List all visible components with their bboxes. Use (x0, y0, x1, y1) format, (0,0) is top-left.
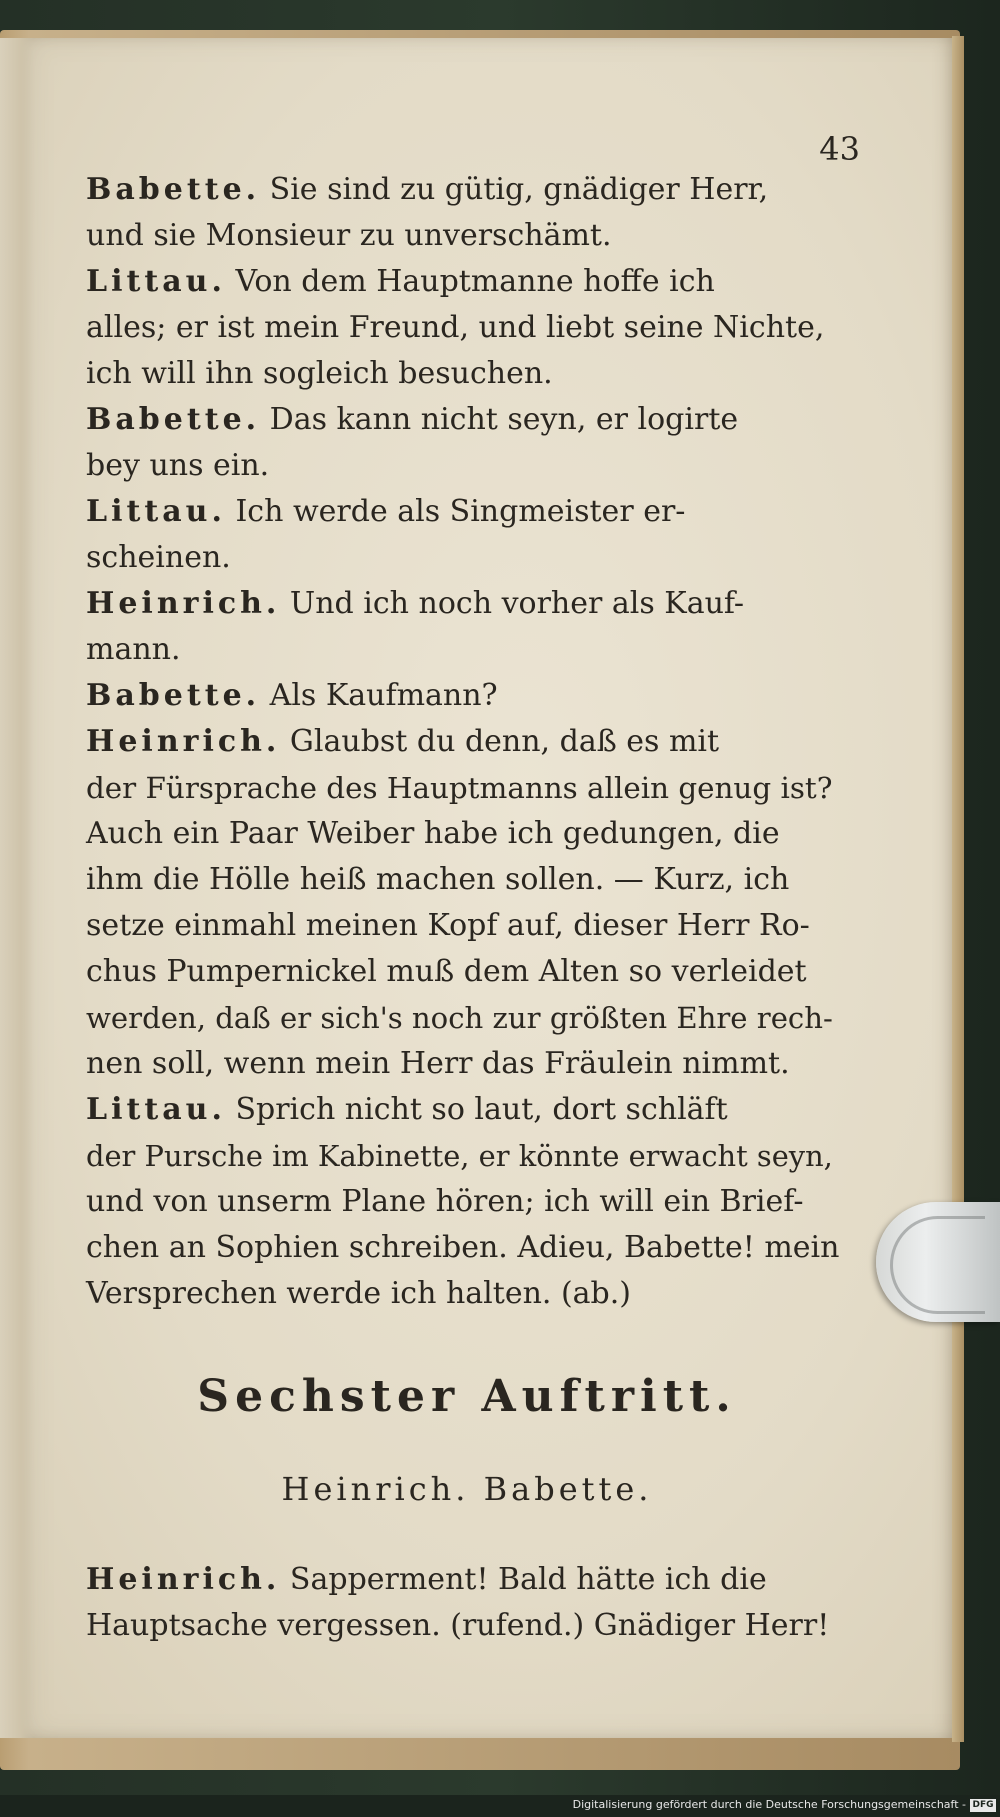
speaker-name: Babette. (86, 402, 261, 437)
text-line: ich will ihn sogleich besuchen. (86, 356, 553, 391)
line-text: Ich werde als Singmeister er- (235, 494, 686, 529)
text-line: nen soll, wenn mein Herr das Fräulein nimmt. (86, 1046, 790, 1081)
page-clip (876, 1202, 1000, 1322)
line-text: Von dem Hauptmanne hoffe ich (235, 264, 715, 299)
text-line: alles; er ist mein Freund, und liebt seine Nichte, (86, 310, 825, 345)
line-text: Als Kaufmann? (269, 678, 498, 713)
line-text: Das kann nicht seyn, er logirte (269, 402, 739, 437)
scene-heading: Sechster Auftritt. (197, 1371, 737, 1422)
text-line: setze einmahl meinen Kopf auf, dieser Herr Ro- (86, 908, 810, 943)
dfg-logo: DFG (970, 1799, 996, 1812)
text-line: scheinen. (86, 540, 231, 575)
text-line: mann. (86, 632, 181, 667)
text-line: Versprechen werde ich halten. (ab.) (86, 1276, 631, 1311)
text-line: Hauptsache vergessen. (rufend.) Gnädiger Herr! (86, 1608, 830, 1643)
speaker-name: Littau. (86, 264, 226, 299)
text-line: chen an Sophien schreiben. Adieu, Babette! mein (86, 1230, 840, 1265)
text-line (86, 676, 848, 716)
book-page (0, 38, 952, 1738)
page-edge (952, 36, 964, 1742)
text-line: und von unserm Plane hören; ich will ein Brief- (86, 1184, 804, 1219)
text-line: werden, daß er sich's noch zur größten Ehre rech- (86, 1001, 833, 1035)
speaker-name: Heinrich. (86, 586, 281, 621)
text-line (86, 722, 848, 762)
text-line (86, 170, 848, 210)
text-line (86, 1090, 848, 1130)
speaker-name: Heinrich. (86, 1562, 281, 1597)
text-line: chus Pumpernickel muß dem Alten so verleidet (86, 954, 807, 989)
text-line (86, 262, 848, 302)
page-number: 43 (819, 130, 860, 168)
text-line (86, 1560, 848, 1600)
cast-list: Heinrich. Babette. (281, 1470, 653, 1508)
line-text: Glaubst du denn, daß es mit (289, 724, 720, 759)
text-line (86, 584, 848, 624)
footer-credit: Digitalisierung gefördert durch die Deutsche Forschungsgemeinschaft - (572, 1798, 966, 1811)
line-text: Sapperment! Bald hätte ich die (289, 1562, 767, 1597)
page-gutter-shadow (0, 38, 34, 1738)
speaker-name: Littau. (86, 494, 226, 529)
text-line: bey uns ein. (86, 448, 270, 483)
line-text: Und ich noch vorher als Kauf- (289, 586, 745, 621)
text-line (86, 400, 848, 440)
text-line: der Pursche im Kabinette, er könnte erwacht seyn, (86, 1139, 833, 1173)
text-line: ihm die Hölle heiß machen sollen. — Kurz, ich (86, 862, 790, 897)
text-line (86, 492, 848, 532)
line-text: Sprich nicht so laut, dort schläft (235, 1092, 728, 1127)
speaker-name: Babette. (86, 172, 261, 207)
speaker-name: Littau. (86, 1092, 226, 1127)
speaker-name: Babette. (86, 678, 261, 713)
speaker-name: Heinrich. (86, 724, 281, 759)
text-line: und sie Monsieur zu unverschämt. (86, 218, 612, 253)
text-line: Auch ein Paar Weiber habe ich gedungen, die (86, 816, 780, 851)
text-line: der Fürsprache des Hauptmanns allein genug ist? (86, 771, 833, 805)
line-text: Sie sind zu gütig, gnädiger Herr, (269, 172, 769, 207)
